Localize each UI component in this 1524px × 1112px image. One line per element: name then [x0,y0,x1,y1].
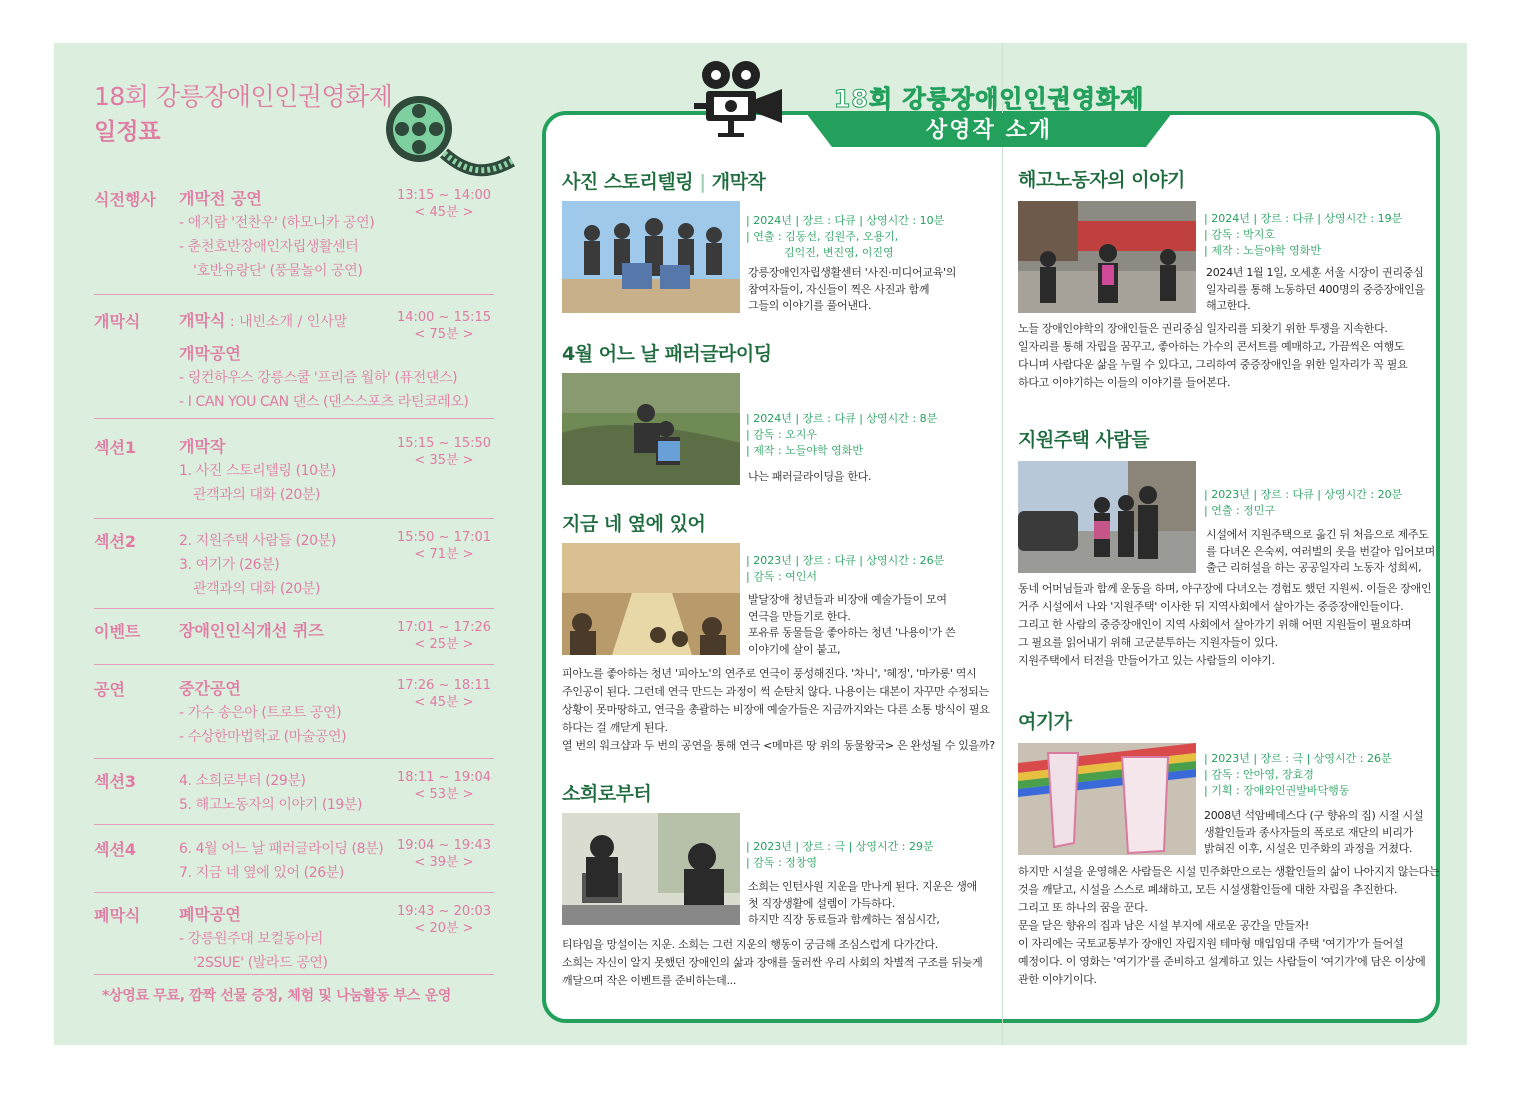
film-meta: | 2023년 | 장르 : 다큐 | 상영시간 : 20분 [1204,488,1403,501]
row-line: 6. 4월 어느 날 패러글라이딩 (8분) [179,841,384,857]
banner-heading: 상영작 소개 [926,118,1052,143]
film-description: 피아노를 좋아하는 청년 '피아노'의 연주로 연극이 풍성해진다. '차니', '혜정', '마카롱' 역시 [562,667,977,680]
film-meta: | 2023년 | 장르 : 극 | 상영시간 : 29분 [746,840,934,853]
row-duration: < 45분 > [414,205,474,220]
film-description: 지원주택에서 터전을 만들어가고 있는 사람들의 이야기. [1018,654,1275,667]
film-synopsis: 나는 패러글라이딩을 한다. [748,470,872,483]
row-line: - 수상한마법학교 (마술공연) [179,729,347,745]
film-description: 하다는 걸 깨닫게 된다. [562,721,668,734]
fold-divider [1002,43,1003,1045]
row-time: 14:00 ~ 15:15 [396,310,492,325]
film-description: 다니며 사람다운 삶을 누릴 수 있다고, 그리하여 중증장애인을 위한 일자리가 꼭 필요 [1018,358,1408,371]
film-title: 여기가 [1018,711,1072,733]
film-description: 상황이 못마땅하고, 연극을 총괄하는 비장애 예술가들은 지금까지와는 다른 소통 방식이 필요 [562,703,990,716]
schedule-festival-title: 18회 강릉장애인인권영화제 [94,82,393,111]
film-meta: | 제작 : 노들야학 영화반 [1204,244,1322,257]
film-synopsis: 연극을 만들기로 한다. [748,609,851,623]
film-meta: | 감독 : 박지호 [1204,228,1276,241]
brochure-sheet: 18회 강릉장애인인권영화제 일정표 식전행사 개막전 공연 - 애지람 '전찬우' (하모니카 공연) - 춘천호반장애인자립생활센터 '호반유랑단' (풍물놀이 공연) 13:15 ~ 14:00 < 45분 > 개막식 개막식 : 내빈소개 / 인사말 개막공연 - 링컨하우스 강릉스쿨 '프리즘 월하' (퓨전댄스) - I CAN YOU CAN 댄스 (댄스스포츠 라틴코레오) 14:00 ~ 15:15 < 75분 > 섹션1 개막작 1. 사진 스토리텔링 (10분) 관객과의 대화 (20분) 15:15 ~ 15:50 < 35분 > 섹션2 2. 지원주택 사람들 (20분) 3. 여기가 (26분) 관객과의 대화 (20분) 15:50 ~ 17:01 < 71분 > 이벤트 장애인인식개선 퀴즈 17:01 ~ 17:26 < 25분 > 공연 중간공연 - 가수 송은아 (트로트 공연) - 수상한마법학교 (마술공연) 17:26 ~ 18:11 < 45분 > 섹션3 4. 소희로부터 (29분) 5. 해고노동자의 이야기 (19분) 18:11 ~ 19:04 < 53분 > 섹션4 6. 4월 어느 날 패러글라이딩 (8분) 7. 지금 네 옆에 있어 (26분) 19:04 ~ 19:43 < 39분 > 폐막식 폐막공연 - 강릉원주대 보컬동아리 '2SSUE' (발라드 공연) 19:43 ~ 20:03 < 20분 > *상영료 무료, 깜짝 선물 증정, 체험 및 나눔활동 부스 운영 18회 강릉장애인인권영화제 상영작 소개 사진 스토리텔링 | 개막작 | 2024년 | 장르 : 다큐 | 상영시간 : 10분 | 연출 : 김동선, 김원주, 오용기, 김익진, 변진영, 이진영 강릉장애인자립생활센터 '사진·미디어교육'의 참여자들이, 자신들이 찍은 사진과 함께 그들의 이야기를 풀어낸다. 4월 어느 날 패러글라이딩 | 2024년 | 장르 : 다큐 | 상영시간 : 8분 | 감독 : 오지우 | 제작 : 노들야학 영화반 나는 패러글라이딩을 한다. 지금 네 옆에 있어 | 2023년 | 장르 : 다큐 | 상영시간 : 26분 | 감독 : 여인서 발달장애 청년들과 비장애 예술가들이 모여 연극을 만들기로 한다. 포유류 동물들을 좋아하는 청년 '나용이'가 쓴 이야기에 살이 붙고, 피아노를 좋아하는 청년 '피아노'의 연주로 연극이 풍성해진다. '차니', '혜정', '마카롱' 역시 주인공이 된다. 그런데 연극 만드는 과정이 썩 순탄치 않다. 나용이는 대본이 자꾸만 수정되는 상황이 못마땅하고, 연극을 총괄하는 비장애 예술가들은 지금까지와는 다른 소통 방식이 필요 하다는 걸 깨닫게 된다. 열 번의 워크샵과 두 번의 공연을 통해 연극 <메마른 땅 위의 동물왕국> 은 완성될 수 있을까? 소희로부터 | 2023년 | 장르 : 극 | 상영시간 : 29분 | 감독 : 정창영 소희는 인턴사원 지운을 만나게 된다. 지운은 생애 첫 직장생활에 설렘이 가득하다. 하지만 직장 동료들과 함께하는 점심시간, 티타임을 망설이는 지운. 소희는 그런 지운의 행동이 궁금해 조심스럽게 다가간다. 소희는 자신이 알지 못했던 장애인의 삶과 장애를 둘러싼 우리 사회의 차별적 구조를 뒤늦게 깨달으며 작은 이벤트를 준비하는데... 해고노동자의 이야기 | 2024년 | 장르 : 다큐 | 상영시간 : 19분 | 감독 : 박지호 | 제작 : 노들야학 영화반 2024년 1월 1일, 오세훈 서울 시장이 권리중심 일자리를 통해 노동하던 400명의 중증장애인을 해고한다. 노들 장애인야학의 장애인들은 권리중심 일자리를 되찾기 위한 투쟁을 지속한다. 일자리를 통해 자립을 꿈꾸고, 좋아하는 가수의 콘서트를 예매하고, 가끔씩은 여행도 다니며 사람다운 삶을 누릴 수 있다고, 그리하여 중증장애인을 위한 일자리가 꼭 필요 하다고 이야기하는 이들의 이야기를 들어본다. 지원주택 사람들 | 2023년 | 장르 : 다큐 | 상영시간 : 20분 | 연출 : 정민구 시설에서 지원주택으로 옮긴 뒤 처음으로 제주도 를 다녀온 은숙씨, 여러벌의 옷을 번갈아 입어보며 출근 리허설을 하는 공공일자리 노동자 성희씨, 동네 어머님들과 함께 운동을 하며, 야구장에 다녀오는 경험도 했던 지원씨. 이들은 장애인 거주 시설에서 나와 '지원주택' 이사한 뒤 지역사회에서 살아가는 중증장애인들이다. 그리고 한 사람의 중증장애인이 지역 사회에서 살아가기 위해 어떤 지원들이 필요하며 그 필요를 읽어내기 위해 고군분투하는 지원자들이 있다. 지원주택에서 터전을 만들어가고 있는 사람들의 이야기. 여기가 | 2023년 | 장르 : 극 | 상영시간 : 26분 | 감독 : 안아영, 장효경 | 기획 : 장애와인권발바닥행동 2008년 석암베데스다 (구 향유의 집) 시절 시설 생활인들과 종사자들의 폭로로 재단의 비리가 밝혀진 이후, 시설은 민주화의 과정을 거쳤다. 하지만 시설을 운영해온 사람들은 시설 민주화만으로는 생활인들의 삶이 나아지지 않는다는 것을 깨닫고, 시설을 스스로 폐쇄하고, 모든 시설생활인들에 대한 자립을 추진한다. 그리고 또 하나의 꿈을 꾼다. 문을 닫은 향유의 집과 남은 시설 부지에 새로운 공간을 만들자! 이 자리에는 국토교통부가 장애인 자립지원 테마형 매입임대 주택 '여기가'가 들어설 예정이다. 이 영화는 '여기가'를 준비하고 설계하고 있는 사람들이 '여기가'에 담은 이상에 관한 이야기이다. [54,43,1467,1045]
schedule-footnote: *상영료 무료, 깜짝 선물 증정, 체험 및 나눔활동 부스 운영 [102,988,452,1004]
film-synopsis: 하지만 직장 동료들과 함께하는 점심시간, [748,913,940,926]
film-description: 일자리를 통해 자립을 꿈꾸고, 좋아하는 가수의 콘서트를 예매하고, 가끔씩은 여행도 [1018,340,1405,353]
film-still-photo [562,201,740,313]
row-time: 15:15 ~ 15:50 [396,436,492,451]
film-reel-icon [384,89,524,179]
film-synopsis: 해고한다. [1206,299,1251,312]
film-description: 하다고 이야기하는 이들의 이야기를 들어본다. [1018,376,1231,389]
row-line: - 애지람 '전찬우' (하모니카 공연) [179,215,375,231]
film-meta: | 기획 : 장애와인권발바닥행동 [1204,784,1350,797]
row-line: 관객과의 대화 (20분) [193,581,321,597]
film-synopsis: 일자리를 통해 노동하던 400명의 중증장애인을 [1206,282,1425,296]
row-category: 섹션4 [94,840,137,859]
row-category: 섹션1 [94,438,137,457]
row-time: 17:01 ~ 17:26 [396,620,492,635]
film-synopsis: 발달장애 청년들과 비장애 예술가들이 모여 [748,593,947,606]
film-title: 해고노동자의 이야기 [1018,169,1185,191]
film-synopsis: 출근 리허설을 하는 공공일자리 노동자 성희씨, [1206,561,1422,574]
row-duration: < 20분 > [414,921,474,936]
row-duration: < 53분 > [414,787,474,802]
film-meta: | 2024년 | 장르 : 다큐 | 상영시간 : 19분 [1204,212,1403,225]
film-description: 동네 어머님들과 함께 운동을 하며, 야구장에 다녀오는 경험도 했던 지원씨. 이들은 장애인 [1018,582,1432,595]
row-line: 5. 해고노동자의 이야기 (19분) [179,797,363,813]
film-title: 지금 네 옆에 있어 [562,513,706,535]
schedule-row [94,309,494,419]
film-description: 그리고 한 사람의 중증장애인이 지역 사회에서 살아가기 위해 어떤 지원들이 필요하며 [1018,618,1412,631]
row-line: 7. 지금 네 옆에 있어 (26분) [179,865,344,881]
row-time: 18:11 ~ 19:04 [396,770,492,785]
row-duration: < 39분 > [414,855,474,870]
banner-festival-title: 18회 강릉장애인인권영화제 [833,85,1145,113]
film-description: 관한 이야기이다. [1018,973,1097,986]
film-description: 그리고 또 하나의 꿈을 꾼다. [1018,901,1148,914]
film-meta: | 2024년 | 장르 : 다큐 | 상영시간 : 8분 [746,412,938,425]
row-category: 개막식 [94,312,141,331]
schedule-row [94,529,494,609]
schedule-row [94,187,494,295]
film-synopsis: 밝혀진 이후, 시설은 민주화의 과정을 거쳤다. [1204,842,1413,855]
film-description: 그 필요를 읽어내기 위해 고군분투하는 지원자들이 있다. [1018,636,1278,649]
film-synopsis: 2024년 1월 1일, 오세훈 서울 시장이 권리중심 [1206,266,1424,279]
film-meta: | 제작 : 노들야학 영화반 [746,444,864,457]
row-time: 19:43 ~ 20:03 [396,904,492,919]
film-still-photo [562,543,740,655]
film-meta: | 연출 : 김동선, 김원주, 오용기, [746,230,899,243]
film-meta: | 연출 : 정민구 [1204,504,1276,517]
row-duration: < 71분 > [414,547,474,562]
film-description: 이 자리에는 국토교통부가 장애인 자립지원 테마형 매입임대 주택 '여기가'가 들어설 [1018,937,1404,950]
row-time: 19:04 ~ 19:43 [396,838,492,853]
film-description: 노들 장애인야학의 장애인들은 권리중심 일자리를 되찾기 위한 투쟁을 지속한다. [1018,322,1388,335]
film-synopsis: 포유류 동물들을 좋아하는 청년 '나용이'가 쓴 [748,626,956,639]
film-description: 열 번의 워크샵과 두 번의 공연을 통해 연극 <메마른 땅 위의 동물왕국> 은 완성될 수 있을까? [562,739,995,752]
film-meta: | 감독 : 안아영, 장효경 [1204,768,1314,781]
schedule-panel [54,43,532,1045]
film-description: 티타임을 망설이는 지운. 소희는 그런 지운의 행동이 궁금해 조심스럽게 다가간다. [562,938,938,951]
row-category: 섹션3 [94,772,137,791]
film-description: 예정이다. 이 영화는 '여기가'를 준비하고 설계하고 있는 사람들이 '여기가'에 담은 이상에 [1018,955,1426,968]
film-synopsis: 강릉장애인자립생활센터 '사진·미디어교육'의 [748,266,957,279]
schedule-row [94,619,494,665]
row-line: - 가수 송은아 (트로트 공연) [179,705,342,721]
schedule-heading: 일정표 [94,119,161,145]
row-line: 1. 사진 스토리텔링 (10분) [179,463,336,479]
row-line: - 링컨하우스 강릉스쿨 '프리즘 월하' (퓨전댄스) [179,370,458,386]
film-description: 깨달으며 작은 이벤트를 준비하는데... [562,974,737,987]
row-subtitle: 개막공연 [179,344,241,363]
film-meta: 김익진, 변진영, 이진영 [784,246,894,259]
schedule-row [94,769,494,825]
film-synopsis: 생활인들과 종사자들의 폭로로 재단의 비리가 [1204,825,1413,839]
film-synopsis: 참여자들이, 자신들이 찍은 사진과 함께 [748,282,930,296]
row-time: 13:15 ~ 14:00 [396,188,492,203]
film-synopsis: 소희는 인턴사원 지운을 만나게 된다. 지운은 생애 [748,880,977,893]
row-line: 관객과의 대화 (20분) [193,487,321,503]
row-category: 공연 [94,680,125,699]
row-title: 개막전 공연 [179,189,262,208]
film-synopsis: 를 다녀온 은숙씨, 여러벌의 옷을 번갈아 입어보며 [1206,544,1435,558]
row-line: 2. 지원주택 사람들 (20분) [179,533,336,549]
film-meta: | 감독 : 오지우 [746,428,818,441]
film-meta: | 감독 : 여인서 [746,570,818,583]
row-duration: < 45분 > [414,695,474,710]
film-tag: 개막작 [711,171,766,193]
row-title: 장애인인식개선 퀴즈 [179,621,324,640]
row-line: 4. 소희로부터 (29분) [179,773,306,789]
film-still-photo [1018,201,1196,313]
row-title-extra: : 내빈소개 / 인사말 [225,314,348,330]
row-category: 폐막식 [94,906,141,925]
row-title: 개막식 [179,311,226,330]
film-description: 문을 닫은 향유의 집과 남은 시설 부지에 새로운 공간을 만들자! [1018,919,1310,932]
schedule-row [94,903,494,975]
schedule-row [94,435,494,519]
film-description: 거주 시설에서 나와 '지원주택' 이사한 뒤 지역사회에서 살아가는 중증장애인들이다. [1018,600,1404,613]
film-title: 소희로부터 [562,783,652,805]
film-meta: | 2024년 | 장르 : 다큐 | 상영시간 : 10분 [746,214,945,227]
row-duration: < 75분 > [414,327,474,342]
film-still-photo [1018,461,1196,573]
film-description: 것을 깨닫고, 시설을 스스로 폐쇄하고, 모든 시설생활인들에 대한 자립을 추진한다. [1018,883,1398,896]
film-still-photo [562,813,740,925]
film-synopsis: 시설에서 지원주택으로 옮긴 뒤 처음으로 제주도 [1206,528,1429,541]
movie-camera-icon [690,59,796,139]
row-title: 폐막공연 [179,905,241,924]
film-still-photo [1018,743,1196,855]
row-line: - 강릉원주대 보컬동아리 [179,931,323,947]
row-title: 개막작 [179,437,226,456]
row-title: 중간공연 [179,679,241,698]
film-synopsis: 그들의 이야기를 풀어낸다. [748,299,872,312]
row-category: 이벤트 [94,622,141,641]
row-line: - 춘천호반장애인자립생활센터 [179,239,359,255]
film-title: 사진 스토리텔링 [562,171,694,193]
schedule-row [94,677,494,759]
film-synopsis: 첫 직장생활에 설렘이 가득하다. [748,896,896,910]
film-meta: | 2023년 | 장르 : 극 | 상영시간 : 26분 [1204,752,1392,765]
row-time: 15:50 ~ 17:01 [396,530,492,545]
film-meta: | 감독 : 정창영 [746,856,818,869]
film-description: 주인공이 된다. 그런데 연극 만드는 과정이 썩 순탄치 않다. 나용이는 대본이 자꾸만 수정되는 [562,685,989,698]
film-meta: | 2023년 | 장르 : 다큐 | 상영시간 : 26분 [746,554,945,567]
film-still-photo [562,373,740,485]
row-line: 3. 여기가 (26분) [179,557,280,573]
film-synopsis: 2008년 석암베데스다 (구 향유의 집) 시절 시설 [1204,809,1424,822]
row-duration: < 35분 > [414,453,474,468]
row-duration: < 25분 > [414,637,474,652]
row-category: 식전행사 [94,190,156,209]
row-line: - I CAN YOU CAN 댄스 (댄스스포츠 라틴코레오) [179,394,469,410]
row-category: 섹션2 [94,532,137,551]
film-description: 소희는 자신이 알지 못했던 장애인의 삶과 장애를 둘러싼 우리 사회의 차별적 구조를 뒤늦게 [562,956,983,969]
row-line: '호반유랑단' (풍물놀이 공연) [193,263,363,279]
film-synopsis: 이야기에 살이 붙고, [748,642,841,656]
row-line: '2SSUE' (발라드 공연) [193,955,328,971]
schedule-row [94,837,494,893]
film-title: 4월 어느 날 패러글라이딩 [562,343,772,365]
film-title: 지원주택 사람들 [1018,429,1150,451]
film-description: 하지만 시설을 운영해온 사람들은 시설 민주화만으로는 생활인들의 삶이 나아지지 않는다는 [1018,865,1440,878]
row-time: 17:26 ~ 18:11 [396,678,492,693]
